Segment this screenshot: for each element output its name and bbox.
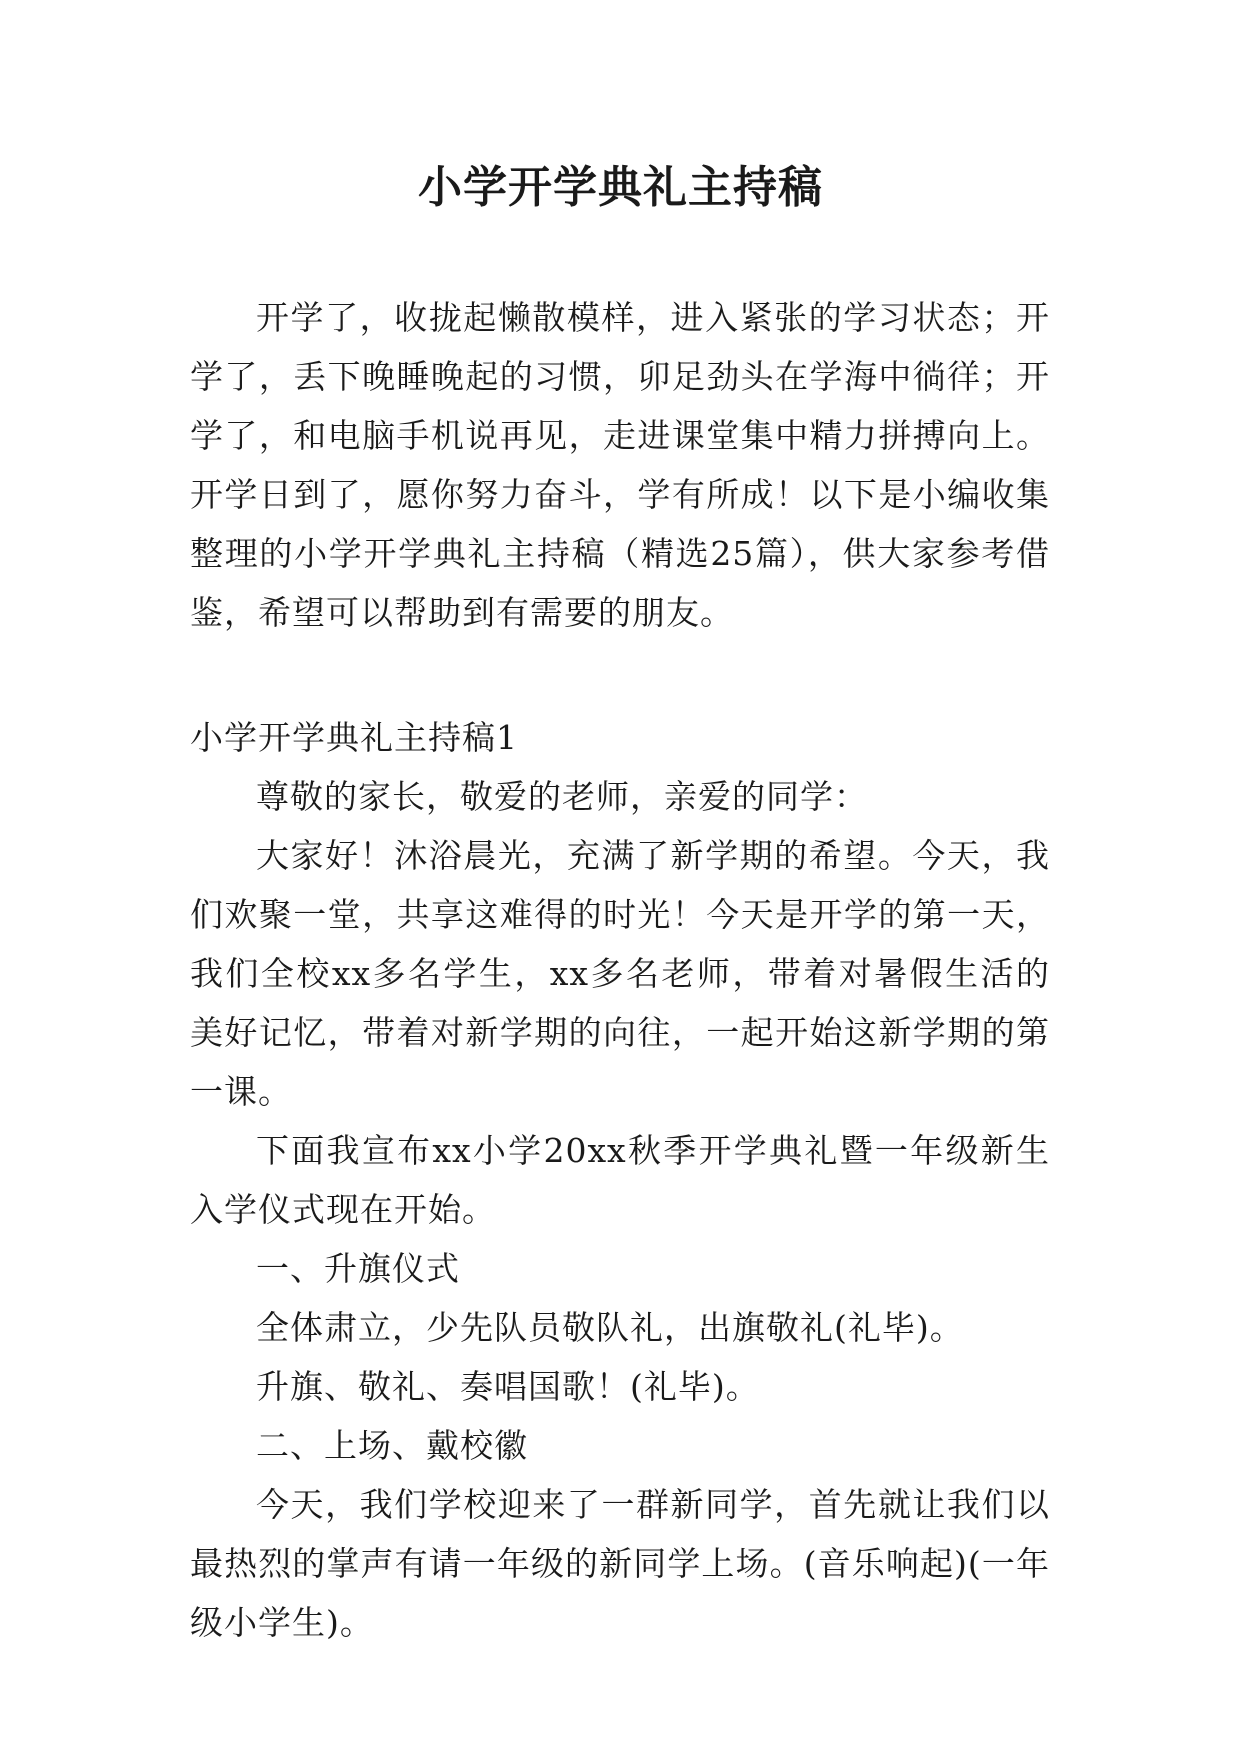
announcement-paragraph: 下面我宣布xx小学20xx秋季开学典礼暨一年级新生入学仪式现在开始。: [190, 1131, 1050, 1229]
section-block: [190, 708, 1050, 1652]
item-heading-badge: 二、上场、戴校徽: [256, 1426, 528, 1465]
intro-paragraph: 开学了，收拢起懒散模样，进入紧张的学习状态；开学了，丢下晚睡晚起的习惯，卯足劲头在学海中徜徉；开学了，和电脑手机说再见，走进课堂集中精力拼搏向上。开学日到了，愿你努力奋斗，学有所成！以下是小编收集整理的小学开学典礼主持稿（精选25篇），供大家参考借鉴，希望可以帮助到有需要的朋友。: [190, 298, 1050, 632]
intro-block: [190, 288, 1050, 642]
flag-ceremony-step-2: 升旗、敬礼、奏唱国歌！(礼毕)。: [256, 1367, 760, 1406]
badge-paragraph: 今天，我们学校迎来了一群新同学，首先就让我们以最热烈的掌声有请一年级的新同学上场。(音乐响起)(一年级小学生)。: [190, 1485, 1050, 1642]
salutation-paragraph: 尊敬的家长，敬爱的老师，亲爱的同学：: [256, 777, 868, 816]
section-heading: 小学开学典礼主持稿1: [190, 718, 518, 757]
item-heading-flag-ceremony: 一、升旗仪式: [256, 1249, 460, 1288]
document-title: 小学开学典礼主持稿: [418, 162, 823, 213]
flag-ceremony-step-1: 全体肃立，少先队员敬队礼，出旗敬礼(礼毕)。: [256, 1308, 964, 1347]
greeting-paragraph: 大家好！沐浴晨光，充满了新学期的希望。今天，我们欢聚一堂，共享这难得的时光！今天是开学的第一天，我们全校xx多名学生，xx多名老师，带着对暑假生活的美好记忆，带着对新学期的向往，一起开始这新学期的第一课。: [190, 836, 1050, 1111]
